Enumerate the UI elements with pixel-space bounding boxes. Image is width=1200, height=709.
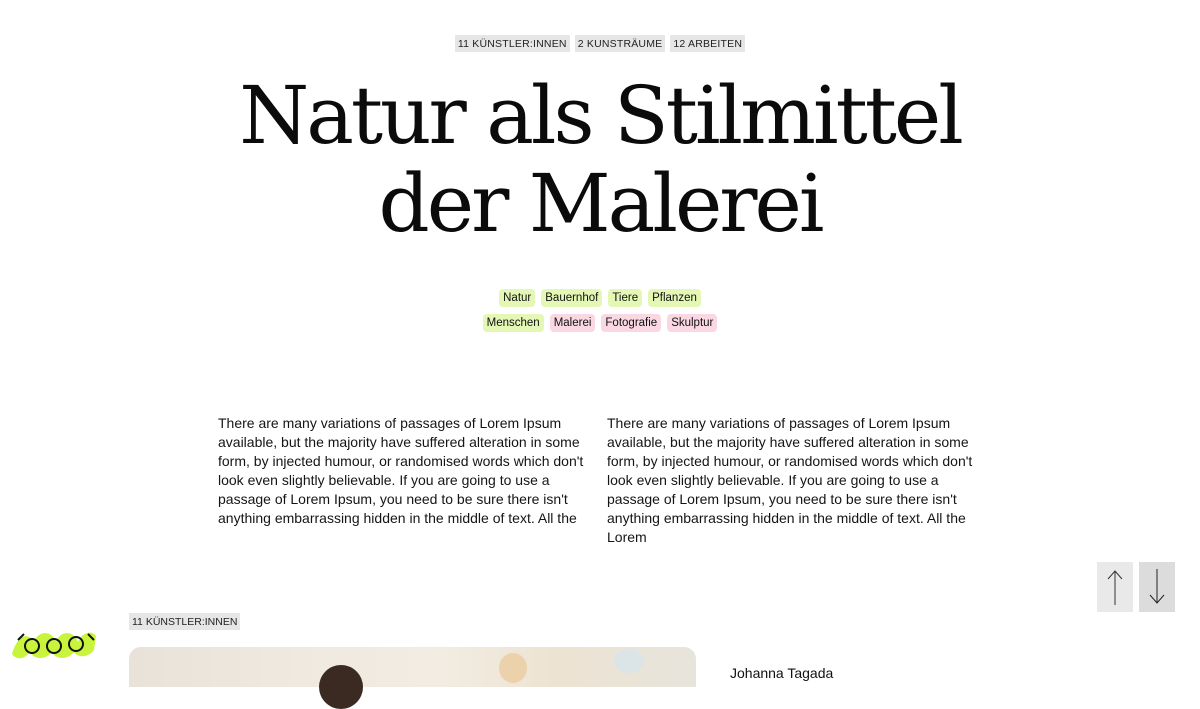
brand-logo[interactable] — [8, 624, 100, 664]
tag-skulptur[interactable]: Skulptur — [667, 314, 717, 332]
arrow-down-icon — [1147, 567, 1167, 607]
arrow-up-icon — [1105, 567, 1125, 607]
tag-tiere[interactable]: Tiere — [608, 289, 642, 307]
artist-image[interactable] — [129, 647, 696, 687]
works-count-chip: 12 ARBEITEN — [670, 35, 745, 52]
tag-bauernhof[interactable]: Bauernhof — [541, 289, 602, 307]
tag-menschen[interactable]: Menschen — [483, 314, 544, 332]
artists-section-label: 11 KÜNSTLER:INNEN — [129, 613, 240, 630]
meta-info — [0, 35, 1200, 52]
tag-malerei[interactable]: Malerei — [550, 314, 596, 332]
page-title — [0, 69, 1200, 250]
tag-fotografie[interactable]: Fotografie — [601, 314, 661, 332]
page-title-line-2: der Malerei — [378, 157, 822, 250]
artist-name[interactable]: Johanna Tagada — [730, 665, 834, 681]
intro-text-right: There are many variations of passages of Lorem Ipsum available, but the majority have suffered alteration in some form, by injected humour, or randomised words which don't look even slightly believable. If you are going to use a passage of Lorem Ipsum, you need to be sure there isn't anything embarrassing hidden in the middle of text. All the Lorem — [607, 415, 973, 545]
tag-list-themes — [0, 289, 1200, 307]
intro-text-left: There are many variations of passages of Lorem Ipsum available, but the majority have suffered alteration in some form, by injected humour, or randomised words which don't look even slightly believable. If you are going to use a passage of Lorem Ipsum, you need to be sure there isn't anything embarrassing hidden in the middle of text. All the — [218, 415, 584, 526]
page-title-line-1: Natur als Stilmittel — [239, 69, 961, 162]
artist-photo-figure — [319, 665, 363, 709]
tag-pflanzen[interactable]: Pflanzen — [648, 289, 701, 307]
tag-list-media — [0, 314, 1200, 332]
spaces-count-chip: 2 KUNSTRÄUME — [575, 35, 666, 52]
scroll-down-button[interactable] — [1139, 562, 1175, 612]
artist-photo-detail — [499, 653, 527, 683]
artists-count-chip: 11 KÜNSTLER:INNEN — [455, 35, 570, 52]
tag-natur[interactable]: Natur — [499, 289, 535, 307]
artist-photo-detail-2 — [614, 649, 644, 673]
scroll-up-button[interactable] — [1097, 562, 1133, 612]
